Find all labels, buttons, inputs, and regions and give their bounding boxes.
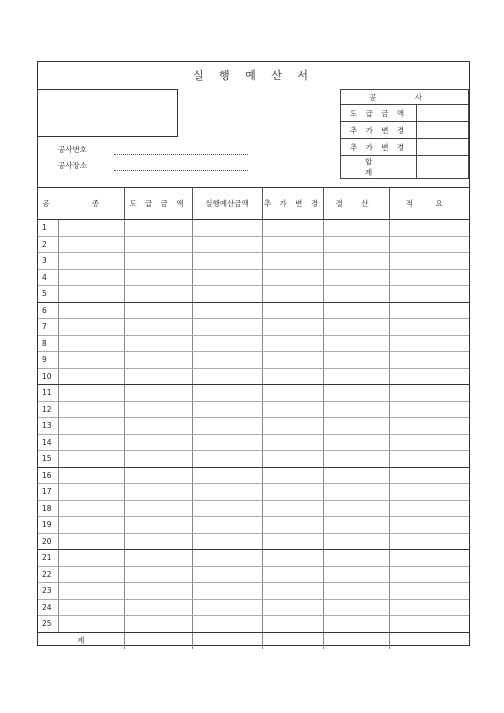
table-cell[interactable]	[389, 368, 469, 385]
table-cell[interactable]	[323, 253, 389, 270]
table-cell[interactable]	[124, 236, 192, 253]
total-cell[interactable]	[192, 632, 262, 649]
table-cell[interactable]	[58, 418, 124, 435]
construction-location-label: 공사장소	[58, 161, 87, 170]
table-cell[interactable]	[58, 220, 124, 237]
table-cell[interactable]	[389, 550, 469, 567]
summary-label: 추 가 변 경	[341, 139, 417, 156]
table-row	[38, 352, 469, 369]
table-cell[interactable]	[389, 335, 469, 352]
table-cell[interactable]	[58, 616, 124, 633]
row-number: 13	[38, 418, 58, 435]
table-cell[interactable]	[192, 335, 262, 352]
table-cell[interactable]	[262, 566, 323, 583]
table-cell[interactable]	[58, 269, 124, 286]
summary-header: 공 사	[341, 90, 469, 105]
table-cell[interactable]	[58, 401, 124, 418]
summary-table	[340, 89, 469, 179]
table-cell[interactable]	[124, 467, 192, 484]
budget-form	[37, 61, 470, 646]
row-number: 8	[38, 335, 58, 352]
table-cell[interactable]	[262, 319, 323, 336]
table-cell[interactable]	[389, 220, 469, 237]
table-cell[interactable]	[262, 517, 323, 534]
table-cell[interactable]	[124, 335, 192, 352]
summary-value[interactable]	[417, 139, 469, 156]
table-cell[interactable]	[124, 352, 192, 369]
table-cell[interactable]	[58, 434, 124, 451]
header-remarks: 적 요	[389, 188, 469, 220]
summary-value[interactable]	[417, 156, 469, 179]
summary-value[interactable]	[417, 122, 469, 139]
table-cell[interactable]	[58, 550, 124, 567]
table-cell[interactable]	[323, 500, 389, 517]
table-cell[interactable]	[262, 253, 323, 270]
table-row	[38, 269, 469, 286]
table-row	[38, 418, 469, 435]
table-cell[interactable]	[124, 500, 192, 517]
table-cell[interactable]	[262, 335, 323, 352]
row-number: 19	[38, 517, 58, 534]
table-cell[interactable]	[389, 616, 469, 633]
table-cell[interactable]	[58, 236, 124, 253]
header-additional-change: 추 가 변 경	[262, 188, 323, 220]
table-cell[interactable]	[58, 533, 124, 550]
table-row	[38, 599, 469, 616]
table-cell[interactable]	[389, 484, 469, 501]
table-cell[interactable]	[192, 269, 262, 286]
table-cell[interactable]	[323, 550, 389, 567]
table-cell[interactable]	[124, 533, 192, 550]
table-cell[interactable]	[192, 236, 262, 253]
table-row	[38, 583, 469, 600]
table-cell[interactable]	[58, 253, 124, 270]
table-cell[interactable]	[192, 533, 262, 550]
row-number: 5	[38, 286, 58, 303]
row-number: 4	[38, 269, 58, 286]
table-cell[interactable]	[262, 500, 323, 517]
table-cell[interactable]	[58, 368, 124, 385]
construction-number-label: 공사번호	[58, 145, 87, 154]
table-cell[interactable]	[192, 550, 262, 567]
row-number: 25	[38, 616, 58, 633]
table-cell[interactable]	[192, 583, 262, 600]
table-cell[interactable]	[262, 302, 323, 319]
table-cell[interactable]	[262, 467, 323, 484]
table-cell[interactable]	[323, 517, 389, 534]
row-number: 9	[38, 352, 58, 369]
table-cell[interactable]	[323, 220, 389, 237]
table-cell[interactable]	[124, 583, 192, 600]
row-number: 24	[38, 599, 58, 616]
row-number: 1	[38, 220, 58, 237]
table-cell[interactable]	[323, 236, 389, 253]
table-cell[interactable]	[323, 533, 389, 550]
table-cell[interactable]	[262, 286, 323, 303]
table-cell[interactable]	[124, 616, 192, 633]
table-row	[38, 302, 469, 319]
table-cell[interactable]	[192, 434, 262, 451]
table-cell[interactable]	[58, 335, 124, 352]
table-row	[38, 550, 469, 567]
table-cell[interactable]	[124, 566, 192, 583]
table-cell[interactable]	[58, 583, 124, 600]
header-contract-amount: 도 급 금 액	[124, 188, 192, 220]
table-cell[interactable]	[323, 335, 389, 352]
budget-table	[38, 187, 469, 649]
table-cell[interactable]	[192, 500, 262, 517]
table-cell[interactable]	[58, 467, 124, 484]
table-cell[interactable]	[262, 368, 323, 385]
row-number: 16	[38, 467, 58, 484]
table-cell[interactable]	[389, 451, 469, 468]
table-row	[38, 467, 469, 484]
table-cell[interactable]	[323, 368, 389, 385]
table-row	[38, 385, 469, 402]
table-cell[interactable]	[192, 220, 262, 237]
table-cell[interactable]	[389, 385, 469, 402]
table-row	[38, 286, 469, 303]
table-cell[interactable]	[323, 286, 389, 303]
table-row	[38, 566, 469, 583]
table-cell[interactable]	[192, 566, 262, 583]
table-cell[interactable]	[389, 434, 469, 451]
table-cell[interactable]	[124, 319, 192, 336]
total-label: 계	[38, 632, 124, 649]
table-row	[38, 368, 469, 385]
table-cell[interactable]	[192, 484, 262, 501]
table-cell[interactable]	[124, 517, 192, 534]
table-cell[interactable]	[58, 286, 124, 303]
summary-label: 합 계	[341, 156, 417, 179]
table-cell[interactable]	[262, 385, 323, 402]
row-number: 17	[38, 484, 58, 501]
project-name-box[interactable]	[38, 89, 178, 137]
table-cell[interactable]	[192, 517, 262, 534]
table-cell[interactable]	[389, 517, 469, 534]
table-cell[interactable]	[262, 616, 323, 633]
table-cell[interactable]	[389, 352, 469, 369]
table-cell[interactable]	[323, 467, 389, 484]
table-cell[interactable]	[389, 236, 469, 253]
header-work-type: 공 종	[38, 188, 124, 220]
table-cell[interactable]	[389, 319, 469, 336]
table-cell[interactable]	[323, 616, 389, 633]
table-row	[38, 533, 469, 550]
table-row	[38, 500, 469, 517]
table-cell[interactable]	[124, 401, 192, 418]
table-cell[interactable]	[192, 385, 262, 402]
table-cell[interactable]	[124, 368, 192, 385]
header-settlement: 결 산	[323, 188, 389, 220]
row-number: 6	[38, 302, 58, 319]
table-cell[interactable]	[262, 418, 323, 435]
summary-value[interactable]	[417, 105, 469, 122]
table-cell[interactable]	[124, 286, 192, 303]
table-cell[interactable]	[262, 533, 323, 550]
table-cell[interactable]	[192, 253, 262, 270]
construction-location-field[interactable]	[114, 170, 248, 171]
table-body	[38, 220, 469, 649]
row-number: 14	[38, 434, 58, 451]
table-cell[interactable]	[389, 401, 469, 418]
table-cell[interactable]	[389, 418, 469, 435]
table-cell[interactable]	[262, 583, 323, 600]
table-row	[38, 220, 469, 237]
total-cell[interactable]	[323, 632, 389, 649]
table-cell[interactable]	[389, 253, 469, 270]
table-cell[interactable]	[262, 236, 323, 253]
table-cell[interactable]	[192, 368, 262, 385]
table-cell[interactable]	[389, 269, 469, 286]
table-cell[interactable]	[262, 269, 323, 286]
table-row	[38, 517, 469, 534]
table-row	[38, 253, 469, 270]
table-cell[interactable]	[58, 484, 124, 501]
table-row	[38, 484, 469, 501]
table-cell[interactable]	[262, 220, 323, 237]
table-cell[interactable]	[58, 517, 124, 534]
table-cell[interactable]	[389, 583, 469, 600]
table-cell[interactable]	[389, 599, 469, 616]
table-cell[interactable]	[389, 467, 469, 484]
table-cell[interactable]	[323, 434, 389, 451]
table-cell[interactable]	[323, 269, 389, 286]
table-cell[interactable]	[389, 302, 469, 319]
table-cell[interactable]	[389, 500, 469, 517]
table-cell[interactable]	[58, 451, 124, 468]
table-cell[interactable]	[262, 434, 323, 451]
table-cell[interactable]	[58, 599, 124, 616]
table-cell[interactable]	[323, 484, 389, 501]
table-cell[interactable]	[192, 418, 262, 435]
total-cell[interactable]	[389, 632, 469, 649]
row-number: 2	[38, 236, 58, 253]
header-budget-amount: 실행예산금액	[192, 188, 262, 220]
table-cell[interactable]	[389, 566, 469, 583]
row-number: 22	[38, 566, 58, 583]
table-cell[interactable]	[58, 385, 124, 402]
table-cell[interactable]	[124, 385, 192, 402]
table-cell[interactable]	[323, 418, 389, 435]
table-cell[interactable]	[124, 550, 192, 567]
summary-label: 도 급 금 액	[341, 105, 417, 122]
summary-label: 추 가 변 경	[341, 122, 417, 139]
table-cell[interactable]	[323, 401, 389, 418]
row-number: 12	[38, 401, 58, 418]
table-row	[38, 451, 469, 468]
row-number: 15	[38, 451, 58, 468]
table-cell[interactable]	[262, 484, 323, 501]
table-cell[interactable]	[323, 583, 389, 600]
table-cell[interactable]	[323, 319, 389, 336]
row-number: 7	[38, 319, 58, 336]
table-row	[38, 319, 469, 336]
table-cell[interactable]	[192, 352, 262, 369]
table-cell[interactable]	[192, 286, 262, 303]
row-number: 18	[38, 500, 58, 517]
table-cell[interactable]	[192, 401, 262, 418]
table-cell[interactable]	[124, 484, 192, 501]
table-cell[interactable]	[389, 286, 469, 303]
table-cell[interactable]	[262, 599, 323, 616]
row-number: 11	[38, 385, 58, 402]
table-row	[38, 401, 469, 418]
table-cell[interactable]	[262, 550, 323, 567]
table-cell[interactable]	[192, 302, 262, 319]
table-cell[interactable]	[323, 599, 389, 616]
total-cell[interactable]	[124, 632, 192, 649]
table-cell[interactable]	[192, 616, 262, 633]
table-cell[interactable]	[124, 220, 192, 237]
table-cell[interactable]	[124, 418, 192, 435]
table-row	[38, 616, 469, 633]
table-cell[interactable]	[124, 599, 192, 616]
table-cell[interactable]	[323, 566, 389, 583]
row-number: 23	[38, 583, 58, 600]
table-cell[interactable]	[192, 467, 262, 484]
table-cell[interactable]	[124, 302, 192, 319]
table-cell[interactable]	[262, 352, 323, 369]
table-cell[interactable]	[58, 352, 124, 369]
table-cell[interactable]	[323, 352, 389, 369]
table-cell[interactable]	[192, 451, 262, 468]
table-cell[interactable]	[323, 302, 389, 319]
document-title: 실 행 예 산 서	[192, 69, 315, 82]
row-number: 3	[38, 253, 58, 270]
row-number: 10	[38, 368, 58, 385]
table-cell[interactable]	[124, 253, 192, 270]
table-cell[interactable]	[124, 269, 192, 286]
table-cell[interactable]	[262, 451, 323, 468]
table-cell[interactable]	[192, 319, 262, 336]
row-number: 21	[38, 550, 58, 567]
table-row	[38, 335, 469, 352]
table-cell[interactable]	[58, 566, 124, 583]
total-cell[interactable]	[262, 632, 323, 649]
table-cell[interactable]	[124, 434, 192, 451]
total-row	[38, 632, 469, 649]
table-cell[interactable]	[323, 451, 389, 468]
table-cell[interactable]	[389, 533, 469, 550]
table-cell[interactable]	[124, 451, 192, 468]
table-cell[interactable]	[262, 401, 323, 418]
row-number: 20	[38, 533, 58, 550]
construction-number-field[interactable]	[114, 154, 248, 155]
table-cell[interactable]	[58, 500, 124, 517]
table-row	[38, 434, 469, 451]
table-cell[interactable]	[192, 599, 262, 616]
table-cell[interactable]	[58, 302, 124, 319]
table-row	[38, 236, 469, 253]
table-cell[interactable]	[323, 385, 389, 402]
table-cell[interactable]	[58, 319, 124, 336]
